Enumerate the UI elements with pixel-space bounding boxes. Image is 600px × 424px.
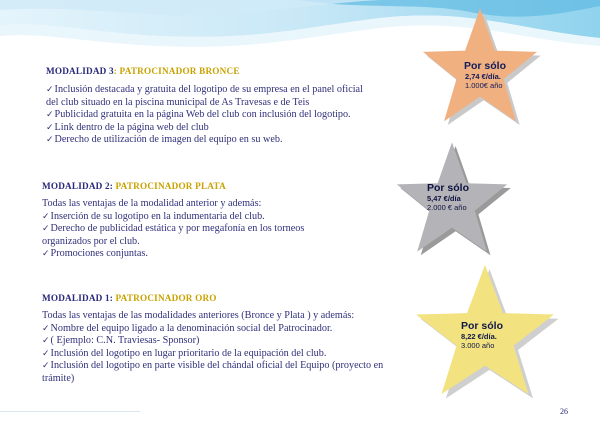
list-item: organizados por el club.: [42, 235, 140, 247]
price-star-plata: [392, 140, 512, 260]
list-item: ✓( Ejemplo: C.N. Traviesas- Sponsor): [42, 335, 200, 347]
heading-oro: MODALIDAD 1: PATROCINADOR ORO: [42, 293, 217, 303]
list-item: del club situado en la piscina municipal de As Travesas e de Teis: [46, 96, 310, 108]
plata-intro: Todas las ventajas de la modalidad anterior y además:: [42, 198, 262, 209]
list-item: ✓Inclusión del logotipo en lugar prioritario de la equipación del club.: [42, 347, 327, 359]
check-icon: ✓: [42, 249, 50, 260]
bronze-benefits-list: [46, 84, 363, 147]
star-text-bronze: Por sólo 2,74 €/día. 1.000€ año: [464, 60, 507, 90]
check-icon: ✓: [46, 85, 54, 95]
check-icon: ✓: [46, 110, 54, 121]
section-oro: [42, 293, 383, 386]
check-icon: ✓: [42, 336, 50, 347]
footer-divider: [0, 411, 140, 412]
list-item: ✓Inclusión del logotipo en parte visible del chándal oficial del Equipo (proyecto en: [42, 360, 384, 372]
star-text-oro: Por sólo 8,22 €/día. 3.000 año: [461, 320, 504, 350]
section-plata: [42, 181, 304, 261]
list-item: ✓Derecho de utilización de imagen del equipo en su web.: [46, 134, 283, 146]
check-icon: ✓: [42, 323, 50, 334]
list-item: ✓Publicidad gratuita en la página Web del club con inclusión del logotipo.: [46, 109, 351, 121]
price-star-bronze: [418, 6, 542, 130]
list-item: ✓Link dentro de la página web del club: [46, 121, 209, 133]
heading-bronze: MODALIDAD 3: PATROCINADOR BRONCE: [46, 66, 240, 76]
list-item: ✓Inserción de su logotipo en la indumentaria del club.: [42, 210, 265, 222]
list-item: ✓Derecho de publicidad estática y por megafonía en los torneos: [42, 223, 305, 235]
heading-plata: MODALIDAD 2: PATROCINADOR PLATA: [42, 181, 226, 191]
check-icon: ✓: [46, 135, 54, 146]
list-item: ✓Promociones conjuntas.: [42, 248, 148, 260]
check-icon: ✓: [42, 224, 50, 235]
check-icon: ✓: [42, 211, 50, 222]
oro-benefits-list: [42, 323, 383, 386]
plata-benefits-list: [42, 211, 304, 261]
section-bronze: [42, 66, 363, 147]
list-item: ✓Inclusión destacada y gratuita del logotipo de su empresa en el panel oficial: [46, 84, 363, 95]
check-icon: ✓: [46, 122, 54, 133]
star-text-plata: Por sólo 5,47 €/día 2.000 € año: [427, 182, 470, 212]
list-item: ✓Nombre del equipo ligado a la denominación social del Patrocinador.: [42, 322, 333, 334]
list-item: trámite): [42, 372, 75, 384]
check-icon: ✓: [42, 361, 50, 372]
oro-intro: Todas las ventajas de las modalidades anteriores (Bronce y Plata ) y además:: [42, 310, 355, 321]
check-icon: ✓: [42, 348, 50, 359]
price-star-oro: [410, 262, 560, 404]
page-number: 26: [560, 407, 568, 416]
